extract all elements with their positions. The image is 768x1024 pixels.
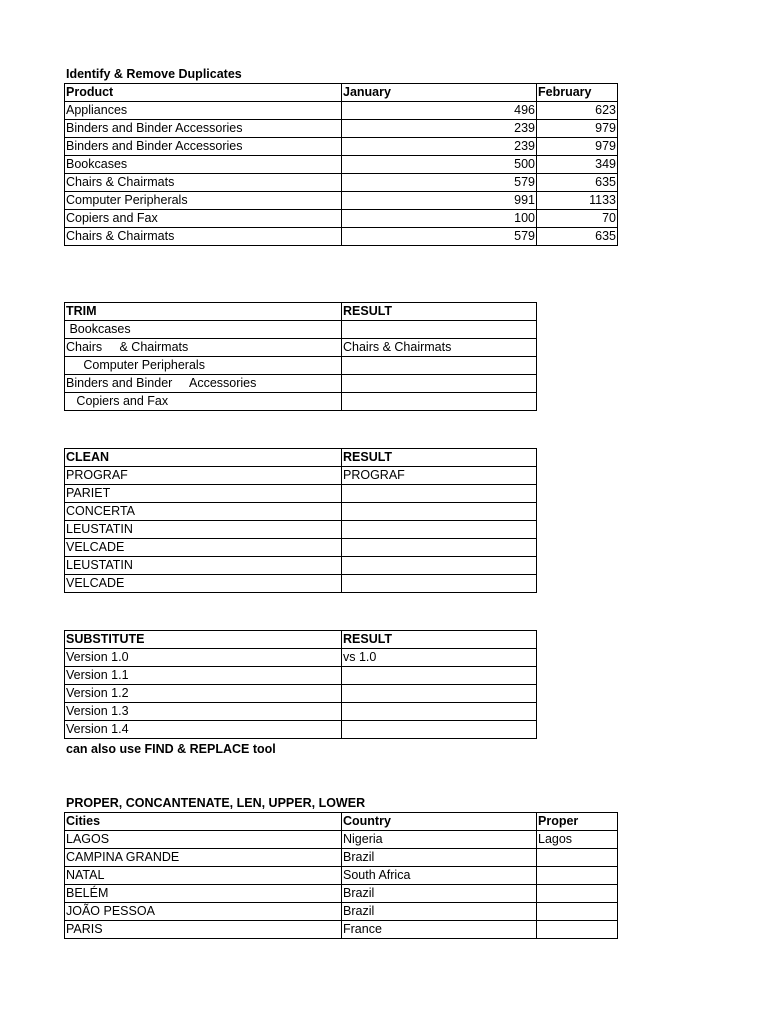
cell-february[interactable]: 635: [537, 228, 618, 246]
cell-country[interactable]: Nigeria: [342, 831, 537, 849]
table-row: [65, 485, 537, 503]
cell-country[interactable]: Brazil: [342, 849, 537, 867]
header-cell-trim[interactable]: TRIM: [65, 303, 342, 321]
table-row: [65, 467, 537, 485]
header-cell-january[interactable]: January: [342, 84, 537, 102]
cell-proper[interactable]: [537, 885, 618, 903]
cell-clean-input[interactable]: VELCADE: [65, 575, 342, 593]
table-row: [65, 721, 537, 739]
table-row: [65, 156, 618, 174]
cell-result[interactable]: [342, 357, 537, 375]
cell-substitute-input[interactable]: Version 1.3: [65, 703, 342, 721]
cell-city[interactable]: CAMPINA GRANDE: [65, 849, 342, 867]
table-row: [65, 867, 618, 885]
cell-clean-input[interactable]: CONCERTA: [65, 503, 342, 521]
cell-january[interactable]: 579: [342, 174, 537, 192]
header-cell-country[interactable]: Country: [342, 813, 537, 831]
header-cell-clean[interactable]: CLEAN: [65, 449, 342, 467]
header-cell-proper[interactable]: Proper: [537, 813, 618, 831]
table-row: [65, 703, 537, 721]
cell-trim-input[interactable]: Chairs & Chairmats: [65, 339, 342, 357]
cell-january[interactable]: 100: [342, 210, 537, 228]
cell-product[interactable]: Appliances: [65, 102, 342, 120]
header-cell-result[interactable]: RESULT: [342, 631, 537, 649]
cell-result[interactable]: [342, 321, 537, 339]
cell-result[interactable]: [342, 393, 537, 411]
duplicates-title[interactable]: Identify & Remove Duplicates: [66, 67, 242, 81]
cell-country[interactable]: Brazil: [342, 903, 537, 921]
table-row: [65, 228, 618, 246]
header-cell-product[interactable]: Product: [65, 84, 342, 102]
cell-february[interactable]: 349: [537, 156, 618, 174]
table-row: [65, 102, 618, 120]
table-row: [65, 849, 618, 867]
table-row: [65, 321, 537, 339]
cell-proper[interactable]: [537, 921, 618, 939]
cell-city[interactable]: PARIS: [65, 921, 342, 939]
cell-city[interactable]: LAGOS: [65, 831, 342, 849]
cell-result[interactable]: [342, 575, 537, 593]
cell-proper[interactable]: [537, 903, 618, 921]
cell-product[interactable]: Chairs & Chairmats: [65, 228, 342, 246]
table-row: [65, 375, 537, 393]
cell-proper[interactable]: [537, 867, 618, 885]
table-row: [65, 357, 537, 375]
cell-january[interactable]: 500: [342, 156, 537, 174]
cell-result[interactable]: [342, 375, 537, 393]
cell-city[interactable]: JOÃO PESSOA: [65, 903, 342, 921]
cell-result[interactable]: [342, 521, 537, 539]
cell-february[interactable]: 1133: [537, 192, 618, 210]
cell-trim-input[interactable]: Bookcases: [65, 321, 342, 339]
clean-table: [64, 448, 537, 593]
cell-result[interactable]: [342, 721, 537, 739]
proper-table: [64, 812, 618, 939]
table-row: [65, 831, 618, 849]
cell-product[interactable]: Computer Peripherals: [65, 192, 342, 210]
table-row: [65, 921, 618, 939]
header-cell-result[interactable]: RESULT: [342, 449, 537, 467]
table-header-row: [65, 449, 537, 467]
table-header-row: [65, 631, 537, 649]
cell-result[interactable]: [342, 485, 537, 503]
cell-clean-input[interactable]: VELCADE: [65, 539, 342, 557]
cell-substitute-input[interactable]: Version 1.1: [65, 667, 342, 685]
table-row: [65, 539, 537, 557]
cell-product[interactable]: Binders and Binder Accessories: [65, 120, 342, 138]
cell-february[interactable]: 70: [537, 210, 618, 228]
cell-substitute-input[interactable]: Version 1.0: [65, 649, 342, 667]
cell-trim-input[interactable]: Copiers and Fax: [65, 393, 342, 411]
cell-country[interactable]: France: [342, 921, 537, 939]
table-row: [65, 575, 537, 593]
cell-trim-input[interactable]: Computer Peripherals: [65, 357, 342, 375]
table-row: [65, 649, 537, 667]
trim-table: [64, 302, 537, 411]
cell-proper[interactable]: [537, 849, 618, 867]
proper-section-title[interactable]: PROPER, CONCANTENATE, LEN, UPPER, LOWER: [66, 796, 366, 810]
cell-result[interactable]: vs 1.0: [342, 649, 537, 667]
table-header-row: [65, 813, 618, 831]
cell-city[interactable]: NATAL: [65, 867, 342, 885]
table-row: [65, 903, 618, 921]
cell-january[interactable]: 579: [342, 228, 537, 246]
cell-product[interactable]: Binders and Binder Accessories: [65, 138, 342, 156]
header-cell-result[interactable]: RESULT: [342, 303, 537, 321]
cell-january[interactable]: 239: [342, 138, 537, 156]
cell-city[interactable]: BELÉM: [65, 885, 342, 903]
cell-substitute-input[interactable]: Version 1.4: [65, 721, 342, 739]
cell-result[interactable]: [342, 557, 537, 575]
cell-february[interactable]: 623: [537, 102, 618, 120]
find-replace-note[interactable]: can also use FIND & REPLACE tool: [66, 742, 276, 756]
cell-result[interactable]: [342, 703, 537, 721]
cell-clean-input[interactable]: LEUSTATIN: [65, 521, 342, 539]
cell-proper[interactable]: Lagos: [537, 831, 618, 849]
cell-substitute-input[interactable]: Version 1.2: [65, 685, 342, 703]
header-cell-substitute[interactable]: SUBSTITUTE: [65, 631, 342, 649]
duplicates-table: [64, 83, 618, 246]
cell-clean-input[interactable]: LEUSTATIN: [65, 557, 342, 575]
table-row: [65, 138, 618, 156]
cell-clean-input[interactable]: PROGRAF: [65, 467, 342, 485]
cell-product[interactable]: Copiers and Fax: [65, 210, 342, 228]
cell-result[interactable]: [342, 503, 537, 521]
cell-february[interactable]: 635: [537, 174, 618, 192]
table-row: [65, 174, 618, 192]
cell-result[interactable]: Chairs & Chairmats: [342, 339, 537, 357]
table-header-row: [65, 303, 537, 321]
cell-clean-input[interactable]: PARIET: [65, 485, 342, 503]
table-row: [65, 503, 537, 521]
table-row: [65, 192, 618, 210]
table-row: [65, 685, 537, 703]
cell-product[interactable]: Bookcases: [65, 156, 342, 174]
table-row: [65, 339, 537, 357]
cell-trim-input[interactable]: Binders and Binder Accessories: [65, 375, 342, 393]
cell-january[interactable]: 496: [342, 102, 537, 120]
header-cell-cities[interactable]: Cities: [65, 813, 342, 831]
table-row: [65, 393, 537, 411]
cell-country[interactable]: Brazil: [342, 885, 537, 903]
table-row: [65, 120, 618, 138]
table-row: [65, 557, 537, 575]
cell-country[interactable]: South Africa: [342, 867, 537, 885]
table-row: [65, 521, 537, 539]
cell-january[interactable]: 239: [342, 120, 537, 138]
table-row: [65, 885, 618, 903]
cell-product[interactable]: Chairs & Chairmats: [65, 174, 342, 192]
cell-january[interactable]: 991: [342, 192, 537, 210]
table-header-row: [65, 84, 618, 102]
header-cell-february[interactable]: February: [537, 84, 618, 102]
cell-result[interactable]: [342, 685, 537, 703]
cell-february[interactable]: 979: [537, 120, 618, 138]
cell-result[interactable]: [342, 539, 537, 557]
table-row: [65, 210, 618, 228]
cell-result[interactable]: PROGRAF: [342, 467, 537, 485]
table-row: [65, 667, 537, 685]
substitute-table: [64, 630, 537, 739]
cell-result[interactable]: [342, 667, 537, 685]
cell-february[interactable]: 979: [537, 138, 618, 156]
